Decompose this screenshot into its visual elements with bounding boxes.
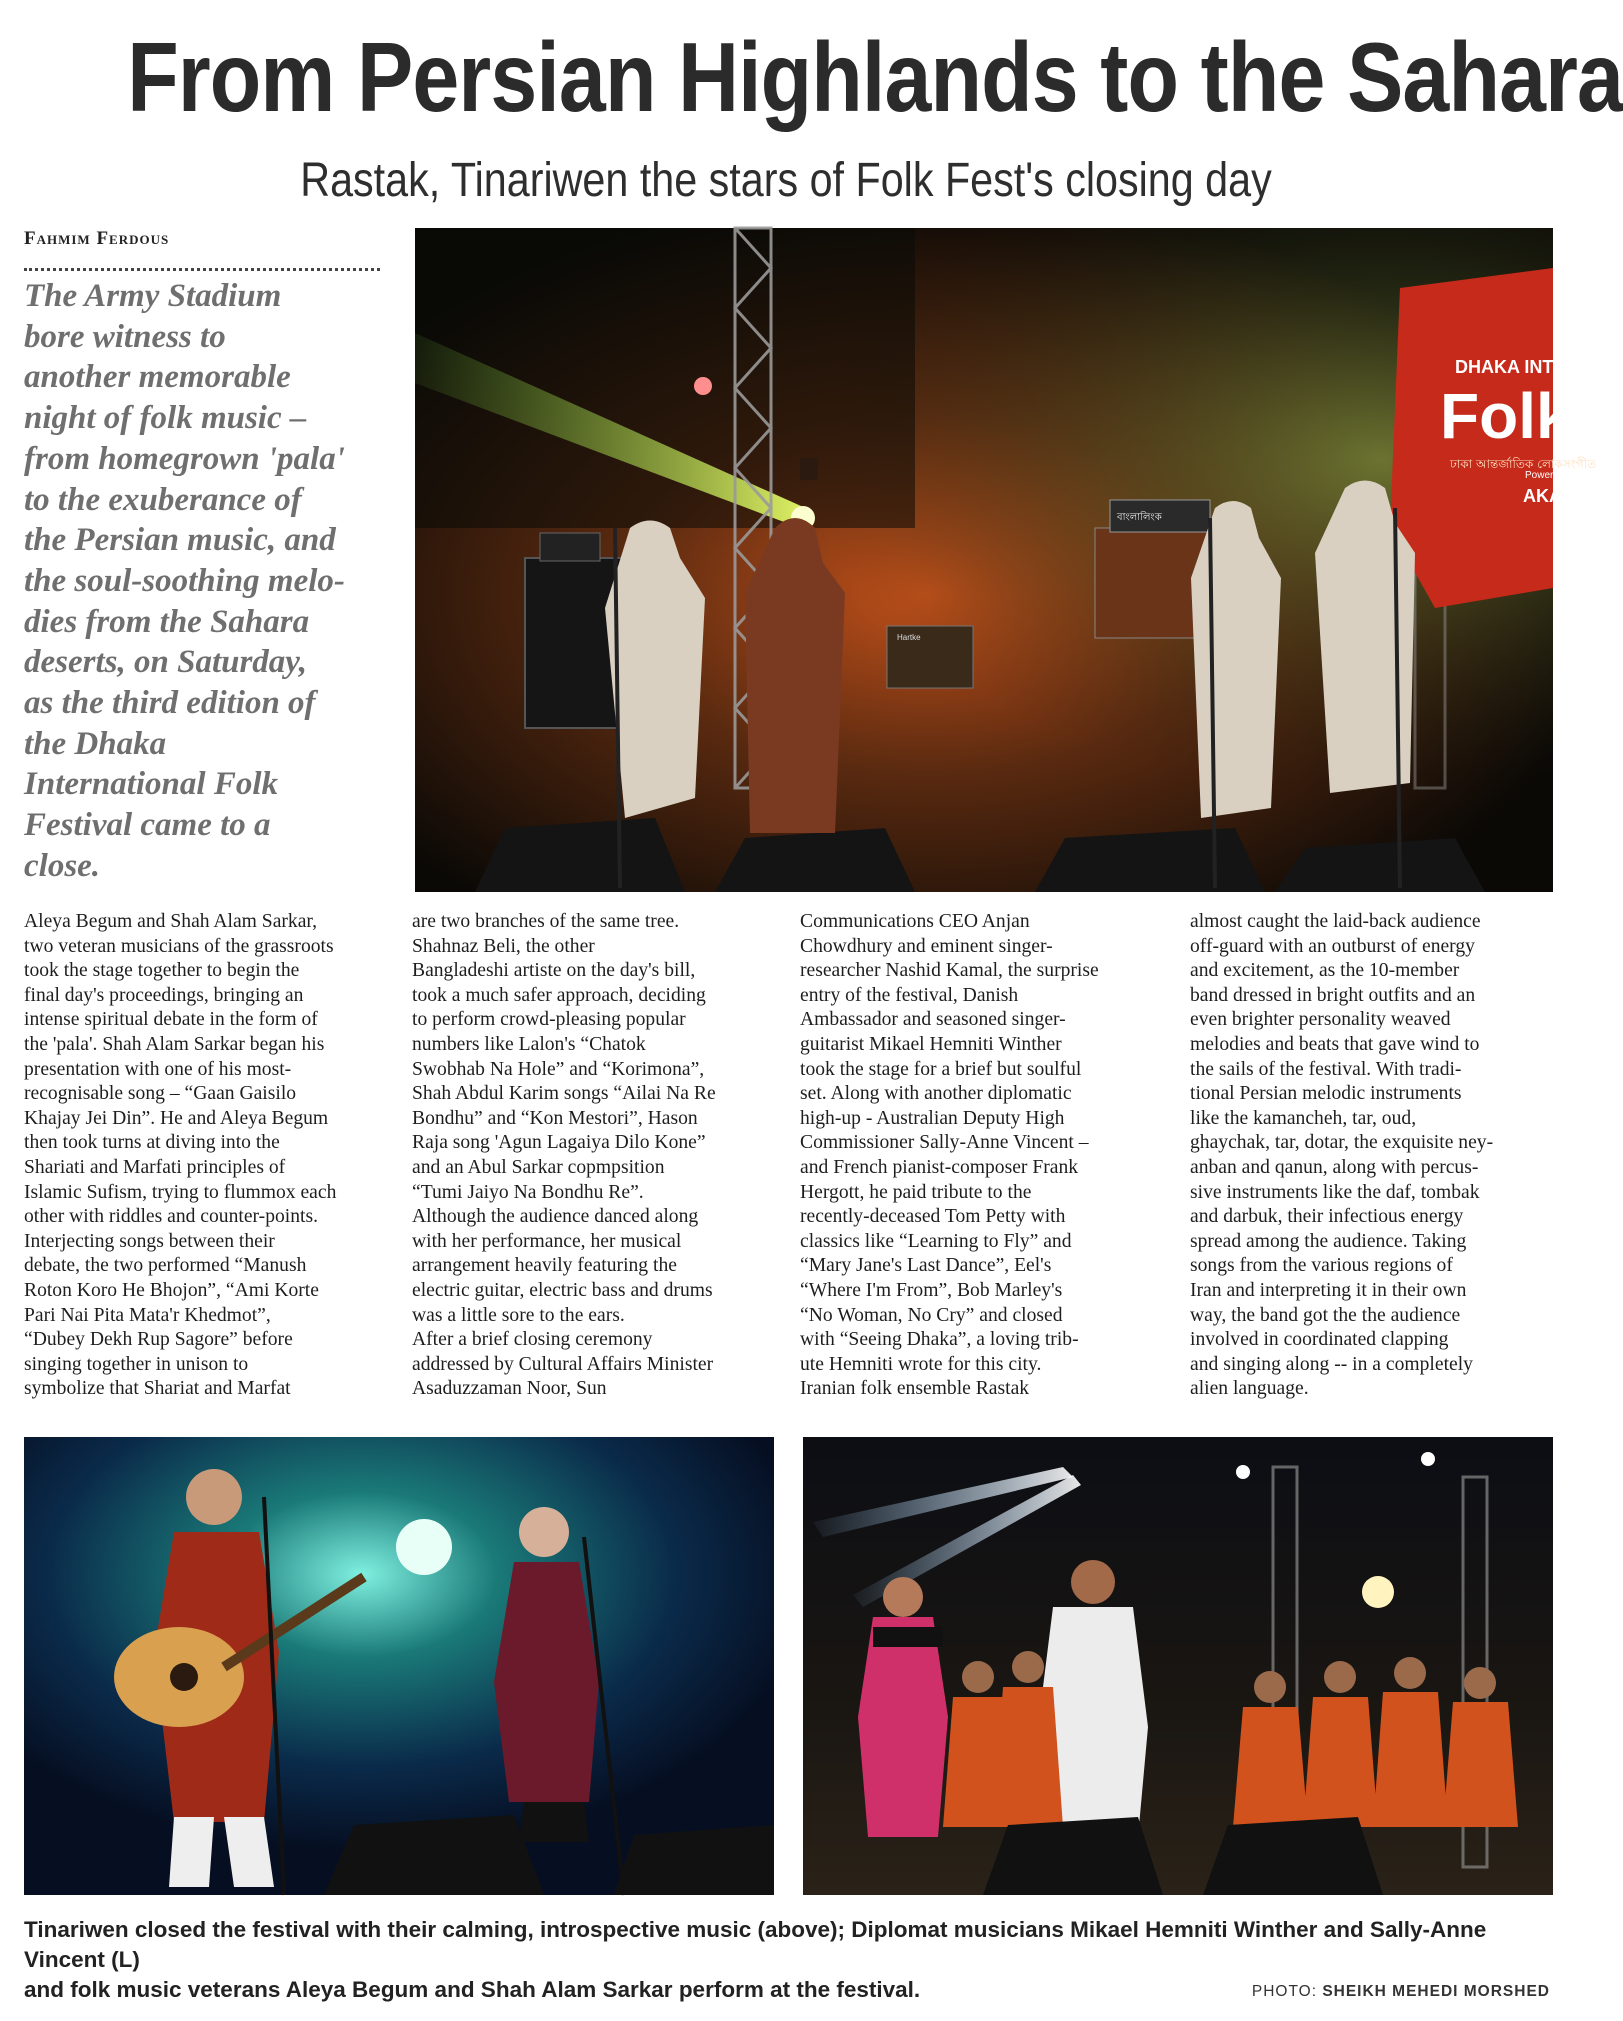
amp-label-bengali: বাংলালিংক: [1117, 512, 1162, 523]
intro-paragraph: The Army Stadium bore witness to another memorable night of folk music – from homegrown 'pala' to the exuberance of the Persian music, and the soul-soothing melo- dies from the Sahara deserts, on Saturday, as the third edition of the Dhaka International Folk Festival came to a close.: [24, 278, 345, 884]
byline-divider: [24, 268, 380, 271]
photo-diplomat-musicians: [24, 1437, 774, 1895]
photo-tinariwen: [415, 228, 1597, 892]
article-column-4: almost caught the laid-back audience off-guard with an outburst of energy and excitement, as the 10-member band dressed in bright outfits and an even brighter personality weaved melodies and beats that gave wind to the sails of the festival. With tradi- tional Persian melodic instruments like the kamancheh, tar, oud, ghaychak, tar, dotar, the exquisite ney- anban and qanun, along with percus- sive instruments like the daf, tombak and darbuk, their infectious energy spread among the audience. Taking songs from the various regions of Iran and interpreting it in their own way, the band got the the audience involved in coordinated clapping and singing along -- in a completely alien language.: [1190, 911, 1494, 1400]
article-column-1: Aleya Begum and Shah Alam Sarkar, two veteran musicians of the grassroots took the stage together to begin the final day's proceedings, bringing an intense spiritual debate in the form of the 'pala'. Shah Alam Sarkar began his presentation with one of his most- recognisable song – “Gaan Gaisilo Khajay Jei Din”. He and Aleya Begum then took turns at diving into the Shariati and Marfati principles of Islamic Sufism, trying to flummox each other with riddles and counter-points. Interjecting songs between their debate, the two performed “Manush Roton Koro He Bhojon”, “Ami Korte Pari Nai Pita Mata'r Khedmot”, “Dubey Dekh Rup Sagore” before singing together in unison to symbolize that Shariat and Marfat: [24, 911, 337, 1400]
photo-rastak: [803, 1437, 1553, 1895]
banner-powered-text: Powered: [1525, 470, 1565, 481]
banner-logo-text: Folk: [1440, 380, 1572, 452]
photo-credit: [1252, 1983, 1550, 2001]
headline: From Persian Highlands to the Sahara: [127, 22, 1623, 132]
photo-caption: Tinariwen closed the festival with their calming, introspective music (above); Diplomat musicians Mikael Hemniti Winther and Sally-Anne Vincent (L) and folk music veterans Aleya Begum and Shah Alam Sarkar perform at the festival.: [24, 1917, 1487, 2002]
subheadline: Rastak, Tinariwen the stars of Folk Fest's closing day: [300, 154, 1272, 207]
banner-top-text: DHAKA INTERN: [1455, 357, 1592, 377]
article-column-3: Communications CEO Anjan Chowdhury and eminent singer- researcher Nashid Kamal, the surprise entry of the festival, Danish Ambassador and seasoned singer- guitarist Mikael Hemniti Winther took the stage for a brief but soulful set. Along with another diplomatic high-up - Australian Deputy High Commissioner Sally-Anne Vincent – and French pianist-composer Frank Hergott, he paid tribute to the recently-deceased Tom Petty with classics like “Learning to Fly” and “Mary Jane's Last Dance”, Eel's “Where I'm From”, Bob Marley's “No Woman, No Cry” and closed with “Seeing Dhaka”, a loving trib- ute Hemniti wrote for this city. Iranian folk ensemble Rastak: [800, 911, 1099, 1400]
credit-name: SHEIKH MEHEDI MORSHED: [1322, 1983, 1550, 2000]
banner-side-text: AKA: [1523, 486, 1562, 506]
amp-label: Hartke: [897, 633, 921, 642]
article-column-2: are two branches of the same tree. Shahnaz Beli, the other Bangladeshi artiste on the day's bill, took a much safer approach, deciding to perform crowd-pleasing popular numbers like Lalon's “Chatok Swobhab Na Hole” and “Korimona”, Shah Abdul Karim songs “Ailai Na Re Bondhu” and “Kon Mestori”, Hason Raja song 'Agun Lagaiya Dilo Kone” and an Abul Sarkar copmpsition “Tumi Jaiyo Na Bondhu Re”. Although the audience danced along with her performance, her musical arrangement heavily featuring the electric guitar, electric bass and drums was a little sore to the ears. After a brief closing ceremony addressed by Cultural Affairs Minister Asaduzzaman Noor, Sun: [412, 911, 716, 1400]
byline: Fahmim Ferdous: [24, 228, 170, 249]
banner-bengali-text: ঢাকা আন্তর্জাতিক লোকসংগীত: [1450, 457, 1597, 471]
credit-label: PHOTO:: [1251, 1983, 1317, 2000]
